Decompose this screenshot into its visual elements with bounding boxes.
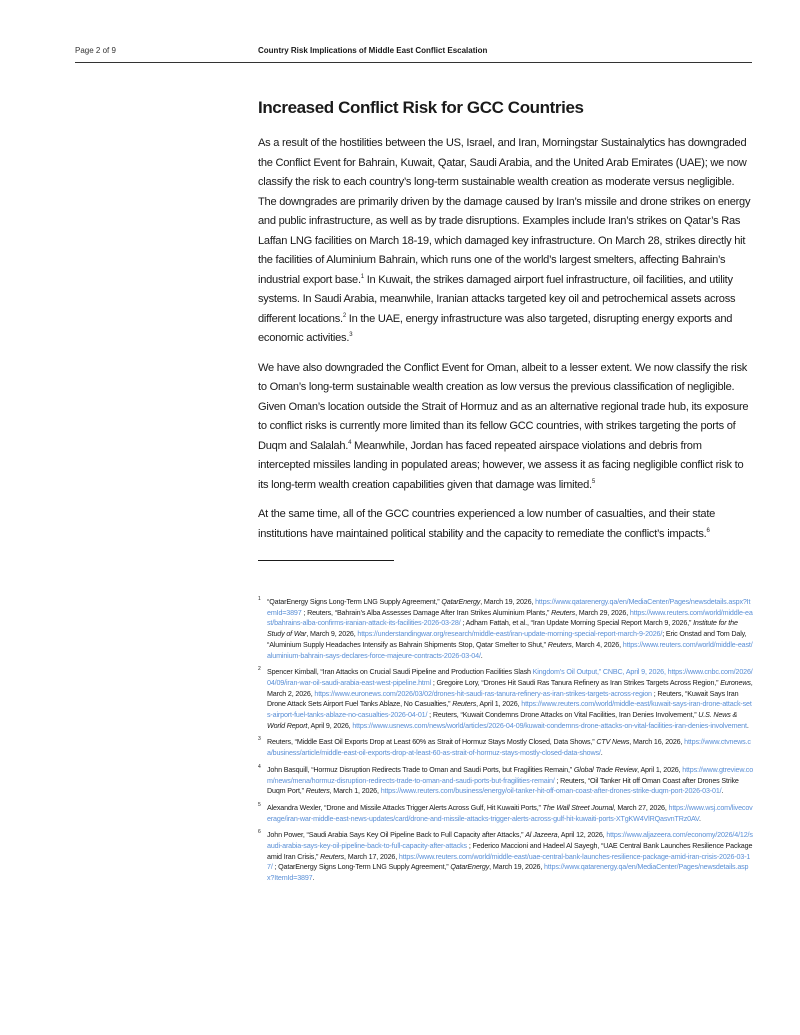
- source-name: QatarEnergy: [441, 598, 481, 606]
- page-header: [75, 44, 752, 63]
- footnote-text: .: [699, 814, 701, 823]
- footnote-2: [258, 667, 754, 731]
- source-name: Reuters: [452, 700, 477, 709]
- paragraph-1: [258, 134, 754, 349]
- paragraph-text: In Kuwait, the strikes damaged airport fuel infrastructure, oil facilities, and utility systems. In Saudi Arabia, meanwhile, Iranian attacks targeted key oil and petrochemical assets across different locations.: [258, 273, 736, 325]
- footnote-text: , March 1, 2026,: [329, 787, 381, 796]
- footnote-text: , April 12, 2026,: [557, 831, 607, 840]
- footnote-text: .: [721, 787, 724, 796]
- footnote-text: ; Reuters, “Kuwait Condemns Drone Attacks on Vital Facilities, Iran Denies Involvement,”: [427, 711, 699, 720]
- source-name: Reuters: [305, 787, 330, 796]
- source-name: Institute for the Study of War: [267, 619, 738, 639]
- footnote-text: .: [746, 721, 749, 730]
- footnote-text: ; Reuters, “Kuwait Says Iran Drone Attack Sets Airport Fuel Tanks Ablaze, No Casualties,”: [267, 689, 739, 709]
- page-number: Page 2 of 9: [75, 46, 116, 55]
- footnote-ref-6[interactable]: 6: [706, 527, 710, 534]
- footnote-text: ; Reuters, “Oil Tanker Hit off Oman Coast after Drones Strike Duqm Port,”: [267, 776, 739, 796]
- footnote-ref-5[interactable]: 5: [591, 478, 595, 485]
- footnote-text: , March 19, 2026,: [489, 863, 545, 872]
- footnote-divider: [258, 560, 394, 561]
- footnote-link[interactable]: https://www.reuters.com/world/middle-east/kuwait-says-iran-drone-attack-sets-airport-fuel-tanks-ablaze-no-casualties-2026-04-01/: [267, 700, 752, 720]
- footnote-link[interactable]: https://www.qatarenergy.qa/en/MediaCenter/Pages/newsdetails.aspx?ItemId=3897: [267, 863, 749, 883]
- footnote-link[interactable]: https://www.aljazeera.com/economy/2026/4/12/saudi-arabia-says-key-oil-pipeline-back-to-full-capacity-after-attacks: [267, 831, 753, 851]
- footnote-text: ; QatarEnergy Signs Long-Term LNG Supply Agreement,”: [272, 863, 451, 872]
- paragraph-2: [258, 359, 754, 496]
- footnote-text: ; Eric Onstad and Tom Daly, “Aluminium Supply Headaches Intensify as Bahrain Shipments Stop, Qatar Smelter to Shut,”: [267, 630, 747, 649]
- footnote-text: , March 9, 2026,: [306, 630, 358, 639]
- footnote-ref-2[interactable]: 2: [342, 312, 346, 319]
- document-title: Country Risk Implications of Middle East Conflict Escalation: [258, 46, 488, 55]
- footnote-text: ; Reuters, “Bahrain’s Alba Assesses Damage After Iran Strikes Aluminium Plants,”: [301, 608, 552, 617]
- footnote-link[interactable]: https://www.usnews.com/news/world/articles/2026-04-09/kuwait-condemns-drone-attacks-on-vital-facilities-iran-denies-involvement: [352, 721, 747, 730]
- source-name: Euronews: [720, 678, 751, 687]
- footnote-link[interactable]: https://www.wsj.com/livecoverage/iran-war-middle-east-news-updates/card/drone-and-missile-attacks-trigger-alerts-across-gulf-hit-kuwaiti-ports-XTgKW4VlRQasvnTRz0AV: [267, 803, 753, 823]
- footnote-5: [258, 803, 754, 824]
- footnote-number: 2: [258, 666, 261, 673]
- footnote-number: 1: [258, 596, 261, 602]
- footnotes-section: [258, 597, 754, 890]
- footnote-text: , March 17, 2026,: [344, 852, 399, 861]
- paragraph-text: We have also downgraded the Conflict Event for Oman, albeit to a lesser extent. We now classify the risk to Oman’s long-term sustainable wealth creation as low versus the previous classification of negligible. Given Oman’s location outside the Strait of Hormuz and as an alternative regional trade hub, its exposure to conflict risks is currently more limited than its fellow GCC countries, with strikes targeting the ports of Duqm and Salalah.: [258, 361, 749, 452]
- paragraph-text: Meanwhile, Jordan has faced repeated airspace violations and debris from intercepted missiles landing in populated areas; however, we assess it as facing negligible conflict risk to its long-term wealth creation capabilities given that damage was limited.: [258, 439, 744, 491]
- footnote-text: , March 2, 2026,: [267, 678, 753, 698]
- footnote-link[interactable]: https://www.reuters.com/world/middle-east/aluminium-bahrain-says-declares-force-majeure-contracts-2026-03-04/: [267, 640, 753, 660]
- footnote-number: 4: [258, 763, 261, 770]
- footnote-text: John Power, “Saudi Arabia Says Key Oil Pipeline Back to Full Capacity after Attacks,”: [267, 831, 526, 840]
- footnote-text: , April 9, 2026,: [307, 721, 353, 730]
- footnote-link[interactable]: https://www.reuters.com/business/energy/oil-tanker-hit-off-oman-coast-after-drones-strike-duqm-port-2026-03-01/: [380, 787, 722, 796]
- source-name: QatarEnergy: [450, 863, 490, 872]
- main-content: [258, 98, 754, 561]
- footnote-text: ; Adham Fattah, et al., “Iran Update Morning Special Report March 9, 2026,”: [460, 619, 694, 628]
- footnote-ref-4[interactable]: 4: [348, 439, 352, 446]
- footnote-link[interactable]: https://www.reuters.com/world/middle-east/bahrains-alba-confirms-iranian-attack-its-facilities-2026-03-28/: [267, 608, 753, 628]
- source-name: Reuters: [547, 640, 572, 649]
- footnote-link[interactable]: https://www.ctvnews.ca/business/article/middle-east-oil-exports-drop-at-least-60-as-strait-of-hormuz-stays-mostly-closed-data-shows/: [267, 738, 751, 758]
- footnote-number: 6: [258, 829, 261, 836]
- source-name: Reuters: [320, 852, 345, 861]
- paragraph-text: In the UAE, energy infrastructure was also targeted, disrupting energy exports and economic activities.: [258, 312, 733, 344]
- footnote-link[interactable]: Kingdom’s Oil Output,” CNBC, April 9, 2026, https://www.cnbc.com/2026/04/09/iran-war-oil-saudi-arabia-east-west-pipeline.html: [267, 668, 753, 687]
- source-name: CTV News: [596, 738, 630, 747]
- footnote-text: ; Federico Maccioni and Hadeel Al Sayegh, “UAE Central Bank Launches Resilience Package amid Iran Crisis,”: [267, 842, 753, 861]
- footnote-1: [258, 597, 754, 661]
- footnote-text: , March 27, 2026,: [613, 803, 669, 812]
- source-name: Global Trade Review: [573, 765, 638, 774]
- paragraph-text: As a result of the hostilities between the US, Israel, and Iran, Morningstar Sustainalytics has downgraded the Conflict Event for Bahrain, Kuwait, Qatar, Saudi Arabia, and the United Arab Emirates (UAE); we now classify the risk to each country’s long-term sustainable wealth creation as moderate versus negligible. The downgrades are primarily driven by the damage caused by Iran’s missile and drone strikes on energy and public infrastructure, as well as by trade disruptions. Examples include Iran’s strikes on Qatar’s Ras Laffan LNG facilities on March 18-19, which damaged key infrastructure. On March 28, strikes directly hit the facilities of Aluminium Bahrain, which runs one of the world’s largest smelters, affecting Bahrain’s industrial export base.: [258, 137, 751, 286]
- paragraph-text: At the same time, all of the GCC countries experienced a low number of casualties, and their state institutions have maintained political stability and the capacity to remediate the conflict’s impacts.: [258, 508, 716, 540]
- source-name: The Wall Street Journal: [542, 803, 614, 812]
- footnote-text: Reuters, “Middle East Oil Exports Drop at Least 60% as Strait of Hormuz Stays Mostly Closed, Data Shows,”: [267, 738, 597, 747]
- paragraph-3: [258, 505, 754, 544]
- footnote-6: [258, 830, 754, 884]
- footnote-text: .: [312, 874, 315, 883]
- footnote-text: , March 29, 2026,: [575, 608, 630, 617]
- footnote-text: Spencer Kimball, “Iran Attacks on Crucial Saudi Pipeline and Production Facilities Slash: [267, 668, 533, 677]
- footnote-text: , April 1, 2026,: [476, 700, 522, 709]
- source-name: U.S. News & World Report: [267, 711, 738, 730]
- footnote-ref-1[interactable]: 1: [360, 273, 364, 280]
- footnote-text: Alexandra Wexler, “Drone and Missile Attacks Trigger Alerts Across Gulf, Hit Kuwaiti Ports,”: [267, 803, 543, 812]
- footnote-text: John Basquill, “Hormuz Disruption Redirects Trade to Oman and Saudi Ports, but Fragilities Remain,”: [267, 765, 574, 774]
- footnote-number: 5: [258, 801, 261, 808]
- source-name: Reuters: [551, 608, 576, 617]
- footnote-text: , April 1, 2026,: [637, 765, 683, 774]
- footnote-link[interactable]: https://www.euronews.com/2026/03/02/drones-hit-saudi-ras-tanura-refinery-as-iran-strikes-targets-across-region: [314, 689, 652, 698]
- footnote-link[interactable]: https://www.reuters.com/world/middle-east/uae-central-bank-launches-resilience-package-amid-iran-crisis-2026-03-17/: [267, 852, 751, 872]
- footnote-number: 3: [258, 736, 261, 743]
- footnote-ref-3[interactable]: 3: [349, 332, 353, 338]
- footnote-text: ; Gregoire Lory, “Drones Hit Saudi Ras Tanura Refinery as Iran Strikes Targets Across Region,”: [431, 678, 721, 687]
- footnote-text: .: [480, 651, 483, 660]
- footnote-link[interactable]: https://www.gtreview.com/news/mena/hormuz-disruption-redirects-trade-to-oman-and-saudi-ports-but-fragilities-remain/: [267, 765, 754, 785]
- footnote-text: , March 16, 2026,: [629, 738, 685, 747]
- footnote-3: [258, 737, 754, 758]
- footnote-4: [258, 765, 754, 797]
- footnote-link[interactable]: https://www.qatarenergy.qa/en/MediaCenter/Pages/newsdetails.aspx?ItemId=3897: [267, 598, 751, 617]
- footnote-text: , March 19, 2026,: [480, 598, 536, 606]
- source-name: Al Jazeera: [525, 831, 558, 840]
- section-title: Increased Conflict Risk for GCC Countries: [258, 98, 584, 117]
- footnote-text: “QatarEnergy Signs Long-Term LNG Supply Agreement,”: [267, 598, 442, 606]
- footnote-link[interactable]: https://understandingwar.org/research/middle-east/iran-update-morning-special-report-march-9-2026/: [357, 630, 663, 639]
- footnote-text: .: [600, 749, 603, 758]
- footnote-text: , March 4, 2026,: [571, 640, 623, 649]
